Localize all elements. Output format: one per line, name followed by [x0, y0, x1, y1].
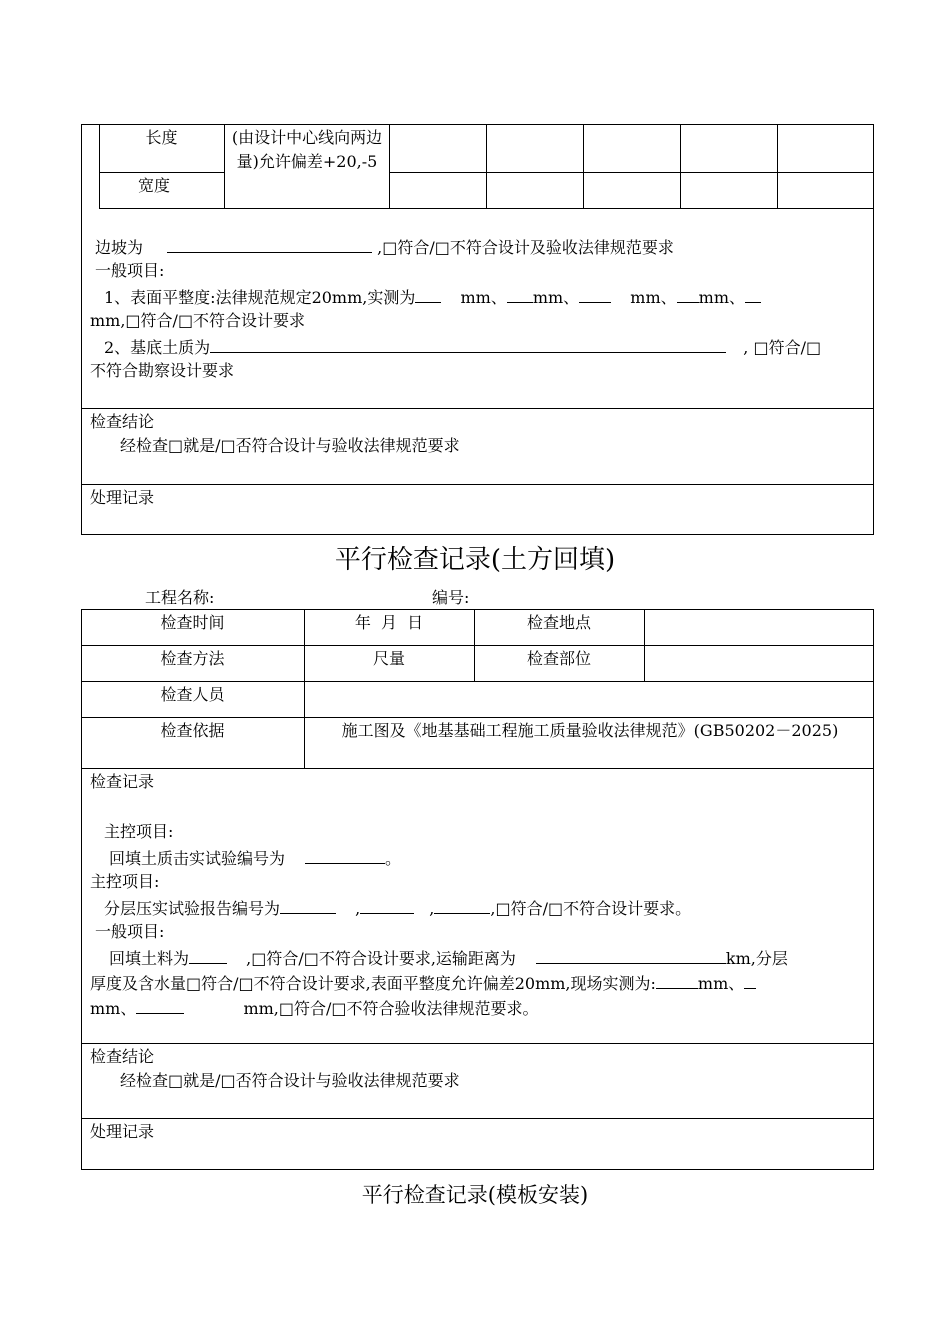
record-label: 检查记录 [90, 772, 155, 791]
flatness-line: 1、表面平整度:法律规范规定20mm,实测为 mm、 mm、 mm、 mm、 [104, 284, 761, 310]
check-place-label: 检查地点 [526, 613, 591, 632]
check-part-value[interactable] [644, 647, 873, 679]
distance-blank[interactable] [536, 945, 726, 964]
length-label: 长度 [145, 128, 178, 147]
flatness-blank-3[interactable] [579, 284, 611, 303]
flatness-line-cont: mm,□符合/□不符合设计要求 [90, 311, 306, 330]
check-method-value[interactable]: 尺量 [372, 649, 405, 668]
basis-label: 检查依据 [160, 721, 225, 740]
inspector-label: 检查人员 [160, 685, 225, 704]
main-items-heading-1: 主控项目: [104, 822, 174, 841]
soil-line-cont: 不符合勘察设计要求 [90, 361, 235, 380]
soil-line: 2、基底土质为 , □符合/□ [104, 334, 821, 360]
fill-material-blank[interactable] [189, 945, 227, 964]
number-label: 编号: [432, 588, 470, 607]
slope-blank[interactable] [167, 234, 372, 253]
conclusion-text: 经检查□就是/□否符合设计与验收法律规范要求 [120, 436, 460, 455]
table-line [81, 717, 874, 718]
layer-report-blank-2[interactable] [360, 895, 414, 914]
conclusion-label-2: 检查结论 [90, 1047, 155, 1066]
backfill-test-line: 回填土质击实试验编号为 。 [109, 845, 401, 871]
check-method-label: 检查方法 [160, 649, 225, 668]
table-line [99, 172, 224, 173]
check-place-value[interactable] [644, 611, 873, 643]
fill-line-3: mm、 mm,□符合/□不符合验收法律规范要求。 [90, 995, 539, 1021]
table-line [583, 124, 584, 209]
fill-line: 回填土料为 ,□符合/□不符合设计要求,运输距离为 km,分层 [109, 945, 788, 971]
general-items-heading: 一般项目: [95, 261, 165, 280]
check-time-value[interactable]: 年 月 日 [354, 613, 424, 632]
handling-label-2: 处理记录 [90, 1122, 155, 1141]
backfill-test-blank[interactable] [305, 845, 385, 864]
section-divider [81, 484, 874, 485]
table-line [486, 124, 487, 209]
basis-value: 施工图及《地基基础工程施工质量验收法律规范》(GB50202－2025) [341, 721, 839, 740]
conclusion-text-2: 经检查□就是/□否符合设计与验收法律规范要求 [120, 1071, 460, 1090]
section-divider [81, 408, 874, 409]
handling-label: 处理记录 [90, 488, 155, 507]
measure-blank-2[interactable] [744, 970, 756, 989]
table-line [680, 124, 681, 209]
table-line [99, 208, 874, 209]
flatness-blank-1[interactable] [415, 284, 441, 303]
conclusion-label: 检查结论 [90, 412, 155, 431]
width-label: 宽度 [137, 176, 170, 195]
flatness-blank-4[interactable] [677, 284, 699, 303]
table-line [224, 124, 225, 209]
project-name-label: 工程名称: [145, 588, 215, 607]
layer-report-line: 分层压实试验报告编号为 , , ,□符合/□不符合设计要求。 [104, 895, 691, 921]
flatness-blank-5[interactable] [745, 284, 761, 303]
general-items-heading-2: 一般项目: [95, 922, 165, 941]
check-part-label: 检查部位 [526, 649, 591, 668]
table-line [81, 768, 874, 769]
soil-blank[interactable] [210, 334, 726, 353]
slope-line: 边坡为 ,□符合/□不符合设计及验收法律规范要求 [95, 234, 674, 260]
layer-report-blank-3[interactable] [434, 895, 490, 914]
table-line [389, 124, 390, 209]
table-line [389, 172, 874, 173]
section3-title: 平行检查记录(模板安装) [361, 1183, 589, 1207]
measure-blank-1[interactable] [656, 970, 698, 989]
main-items-heading-2: 主控项目: [90, 872, 160, 891]
flatness-blank-2[interactable] [507, 284, 533, 303]
table-line [81, 645, 874, 646]
layer-report-blank-1[interactable] [280, 895, 336, 914]
section-divider [81, 1043, 874, 1044]
fill-line-2: 厚度及含水量□符合/□不符合设计要求,表面平整度允许偏差20mm,现场实测为: mm、 [90, 970, 756, 996]
measure-blank-3[interactable] [136, 995, 184, 1014]
table-line [777, 124, 778, 209]
tolerance-text: (由设计中心线向两边量)允许偏差+20,-5 [231, 128, 383, 171]
section-divider [81, 1118, 874, 1119]
table-line [81, 681, 874, 682]
inspector-value[interactable] [304, 683, 873, 715]
section2-title: 平行检查记录(土方回填) [334, 545, 616, 575]
check-time-label: 检查时间 [160, 613, 225, 632]
